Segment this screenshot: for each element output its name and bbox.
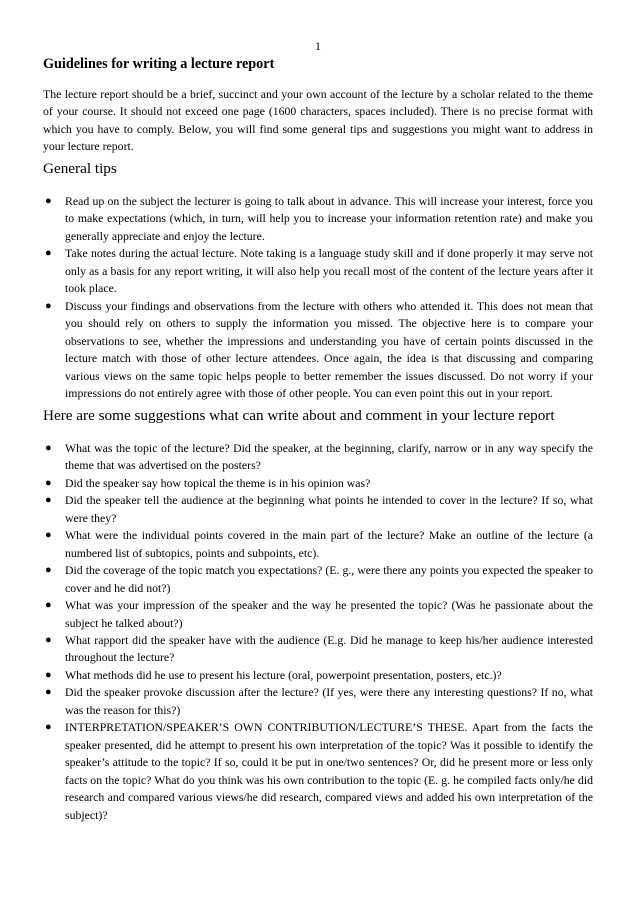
list-item-text: What were the individual points covered in the main part of the lecture? Make an outline of the lecture (a numbered list of subtopics, points and subpoints, etc). bbox=[65, 528, 593, 560]
list-item-text: Did the speaker say how topical the theme is in his opinion was? bbox=[65, 475, 371, 490]
suggestions-list bbox=[43, 440, 593, 824]
bullet-icon: ● bbox=[45, 247, 52, 260]
list-item bbox=[43, 475, 593, 492]
list-item bbox=[43, 667, 593, 684]
general-tips-heading: General tips bbox=[43, 160, 117, 177]
list-item-text: What was your impression of the speaker and the way he presented the topic? (Was he passionate about the subject he talked about?) bbox=[65, 598, 593, 630]
list-item bbox=[43, 298, 593, 403]
bullet-icon: ● bbox=[45, 668, 52, 681]
list-item bbox=[43, 492, 593, 527]
general-tips-list bbox=[43, 193, 593, 402]
bullet-icon: ● bbox=[45, 299, 52, 312]
list-item bbox=[43, 597, 593, 632]
list-item-text: INTERPRETATION/SPEAKER’S OWN CONTRIBUTION/LECTURE’S THESE. Apart from the facts the speaker presented, did he attempt to present his own interpretation of the topic? Was it possible to identify the speaker’s attitude to the topic? If so, could it be put in one/two sentences? Or, did he present more or less only facts on the topic? What do you think was his own contribution to the topic (E. g. he compiled facts only/he did research and compared various views/he did research, compared views and added his own interpretation of the subject)? bbox=[65, 720, 593, 822]
list-item-text: What was the topic of the lecture? Did the speaker, at the beginning, clarify, narrow or in any way specify the theme that was advertised on the posters? bbox=[65, 441, 593, 473]
list-item bbox=[43, 527, 593, 562]
page-number: 1 bbox=[315, 39, 321, 53]
list-item bbox=[43, 719, 593, 824]
list-item-text: Did the speaker tell the audience at the beginning what points he intended to cover in the lecture? If so, what were they? bbox=[65, 493, 593, 525]
list-item-text: What rapport did the speaker have with the audience (E.g. Did he manage to keep his/her audience interested throughout the lecture? bbox=[65, 632, 593, 665]
list-item-text: Discuss your findings and observations from the lecture with others who attended it. This does not mean that you should rely on others to supply the information you missed. The objective here is to compare your observations to see, whether the impressions and understanding you have of certain points discussed in the lecture match with those of other lecture attendees. Once again, the idea is that discussing and comparing various views on the same topic helps people to better remember the issues discussed. Do not worry if your impressions do not entirely agree with those of other people. You can even point this out in your report. bbox=[65, 298, 593, 400]
bullet-icon: ● bbox=[45, 442, 52, 454]
list-item bbox=[43, 684, 593, 719]
list-item bbox=[43, 440, 593, 475]
bullet-icon: ● bbox=[45, 633, 52, 646]
list-item-text: Did the coverage of the topic match you expectations? (E. g., were there any points you expected the speaker to cover and he did not?) bbox=[65, 563, 593, 595]
list-item bbox=[43, 562, 593, 597]
suggestions-heading: Here are some suggestions what can write about and comment in your lecture report bbox=[43, 407, 555, 424]
list-item bbox=[43, 632, 593, 667]
list-item bbox=[43, 193, 593, 245]
bullet-icon: ● bbox=[45, 721, 52, 734]
list-item-text: What methods did he use to present his lecture (oral, powerpoint presentation, posters, etc.)? bbox=[65, 667, 502, 682]
bullet-icon: ● bbox=[45, 494, 52, 507]
list-item bbox=[43, 245, 593, 297]
bullet-icon: ● bbox=[45, 195, 52, 207]
bullet-icon: ● bbox=[45, 529, 52, 542]
bullet-icon: ● bbox=[45, 599, 52, 612]
list-item-text: Read up on the subject the lecturer is going to talk about in advance. This will increase your interest, force you to make expectations (which, in turn, will help you to increase your information retention rate) and make you generally appreciate and enjoy the lecture. bbox=[65, 194, 593, 243]
list-item-text: Take notes during the actual lecture. Note taking is a language study skill and if done properly it may serve not only as a basis for any report writing, it will also help you recall most of the content of the lecture years after it took place. bbox=[65, 246, 593, 296]
list-item-text: Did the speaker provoke discussion after the lecture? (If yes, were there any interesting questions? If no, what was the reason for this?) bbox=[65, 685, 593, 717]
bullet-icon: ● bbox=[45, 476, 52, 489]
bullet-icon: ● bbox=[45, 686, 52, 699]
document-title: Guidelines for writing a lecture report bbox=[43, 56, 275, 72]
intro-paragraph: The lecture report should be a brief, succinct and your own account of the lecture by a scholar related to the theme of your course. It should not exceed one page (1600 characters, spaces included). There is no precise format with which you have to comply. Below, you will find some general tips and suggestions you might want to address in your lecture report. bbox=[43, 87, 593, 154]
bullet-icon: ● bbox=[45, 564, 52, 577]
